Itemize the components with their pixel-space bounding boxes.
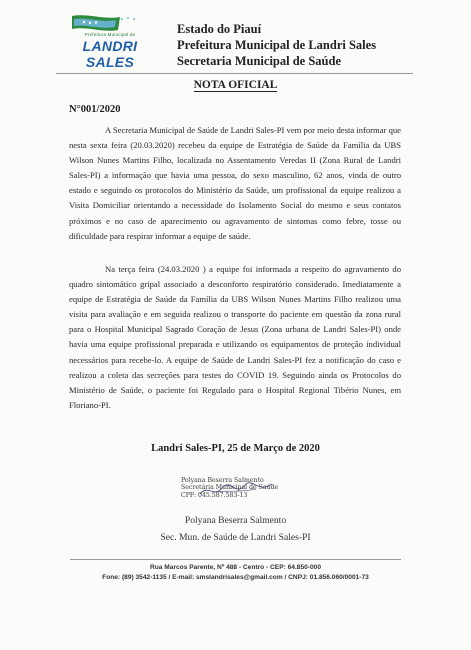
logo-small-text: Prefeitura Municipal de: [84, 32, 136, 37]
footer-contacts: Fone: (89) 3542-1135 / E-mail: smslandrisales@gmail.com / CNPJ: 01.856.060/0001-73: [102, 574, 369, 581]
letterhead: [177, 21, 376, 69]
municipality-logo: [58, 14, 162, 70]
document-title-text: NOTA OFICIAL: [193, 79, 278, 91]
body-paragraph-1: A Secretaria Municipal de Saúde de Landri Sales-PI vem por meio desta informar que nesta sexta feira (20.03.2020) recebeu da equipe de Estratégia de Saúde da Família da UBS Wilson Nunes Martins Filho, localizada no Assentamento Veredas II (Zona Rural de Landri Sales-PI) a informação que havia uma pessoa, do sexo masculino, 62 anos, vinda de outro estado e seguindo os protocolos do Ministério da Saúde, um profissional da equipe realizou a Visita Domiciliar orientando a necessidade do Isolamento Social do mesmo e seus contatos próximos e no caso de aparecimento ou agravamento de sintomas como febre, tosse ou dificuldade para respirar informar a equipe de saúde.: [69, 125, 401, 241]
logo-big-text: LANDRI SALES: [82, 38, 138, 70]
footer-address: Rua Marcos Parente, Nº 488 - Centro - CEP: 64.850-000: [150, 564, 321, 571]
header-divider: [56, 73, 413, 74]
letterhead-secretariat: Secretaria Municipal de Saúde: [177, 54, 342, 68]
body-paragraph-2: Na terça feira (24.03.2020 ) a equipe foi informada a respeito do agravamento do quadro sintomático gripal associado a desconforto respiratório considerado. Imediatamente a equipe de Estratégia de Saúde da Família da UBS Wilson Nunes Martins Filho realizou uma visita para avaliação e em seguida realizou o transporte do paciente em questão da zona rural para o Hospital Municipal Sagrado Coração de Jesus (Zona urbana de Landri Sales-PI) onde havia uma equipe profissional preparada e utilizando os equipamentos de proteção individual necessários para recebe-lo. A equipe de Saúde de Landri Sales-PI fez a notificação do caso e realizou a coleta das secreções para testes do COVID 19. Seguindo ainda os Protocolos do Ministério de Saúde, o paciente foi Regulado para o Hospital Regional Tibério Nunes, em Floriano-PI.: [69, 264, 401, 410]
official-stamp: [181, 477, 291, 499]
stamp-name: Polyana Beserra Salmento: [181, 477, 264, 484]
stamp-role: Secretária Municipal de Saúde: [181, 484, 279, 492]
letterhead-state: Estado do Piauí: [177, 22, 262, 36]
stamp-cpf: CPF: 045.587.583-13: [181, 491, 248, 499]
letterhead-prefecture: Prefeitura Municipal de Landri Sales: [177, 38, 377, 52]
signatory-name: Polyana Beserra Salmento: [184, 515, 287, 526]
document-title: [0, 79, 471, 91]
signatory-role: Sec. Mun. de Saúde de Landri Sales-PI: [160, 532, 311, 543]
place-and-date: Landri Sales-PI, 25 de Março de 2020: [151, 443, 320, 454]
footer-divider: [70, 559, 401, 560]
document-reference: N°001/2020: [69, 104, 121, 115]
